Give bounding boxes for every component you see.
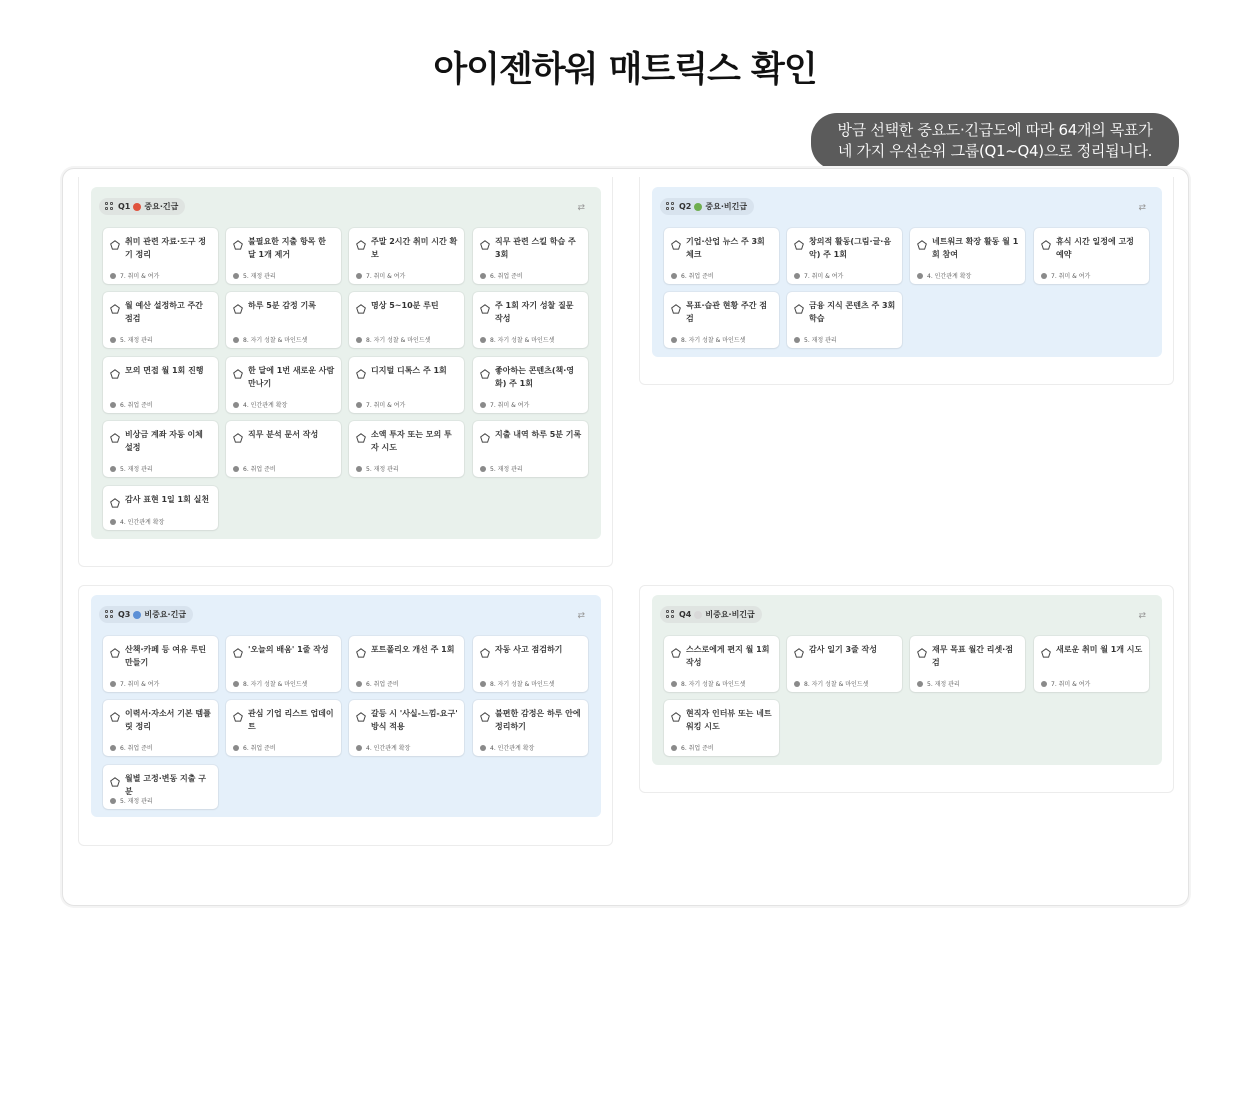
goal-category-label: 5. 재정 관리 [366, 466, 399, 473]
quadrant-id: Q1 [118, 202, 131, 211]
goal-category [110, 400, 153, 409]
goal-title: 취미 관련 자료·도구 정기 정리 [125, 237, 206, 259]
goal-card[interactable] [664, 228, 779, 284]
goal-title: 감사 일기 3줄 작성 [809, 645, 878, 654]
goal-category [356, 271, 405, 280]
goal-title: 월별 고정·변동 지출 구분 [125, 774, 206, 796]
goal-title: 하루 5분 감정 기록 [248, 301, 317, 310]
goal-card[interactable] [349, 636, 464, 692]
goal-category [233, 271, 276, 280]
dot-icon [356, 466, 362, 472]
dot-icon [671, 273, 677, 279]
goal-card[interactable] [226, 636, 341, 692]
quadrant-header [99, 606, 193, 623]
dot-icon [671, 681, 677, 687]
goal-card[interactable] [349, 357, 464, 413]
dot-icon [110, 337, 116, 343]
goal-card[interactable] [103, 357, 218, 413]
goal-category-label: 7. 취미 & 여가 [120, 681, 160, 688]
dot-icon [356, 402, 362, 408]
goal-title: 불필요한 지출 항목 한 달 1개 제거 [248, 237, 326, 259]
tooltip-line-2: 네 가지 우선순위 그룹(Q1~Q4)으로 정리됩니다. [837, 142, 1153, 160]
goal-title: 직무 분석 문서 작성 [248, 430, 319, 439]
dot-icon [671, 745, 677, 751]
pentagon-icon [110, 643, 120, 653]
goal-card[interactable] [473, 421, 588, 477]
goal-title: 주말 2시간 취미 시간 확보 [371, 237, 458, 259]
goal-card[interactable] [787, 636, 902, 692]
pentagon-icon [356, 364, 366, 374]
goal-category-label: 6. 취업 준비 [681, 745, 714, 752]
pentagon-icon [110, 235, 120, 245]
goal-category [233, 679, 307, 688]
goal-card[interactable] [103, 292, 218, 348]
goal-card[interactable] [103, 765, 218, 809]
goal-title: 감사 표현 1일 1회 실천 [125, 495, 210, 504]
dot-icon [671, 337, 677, 343]
goal-title: 이력서·자소서 기본 템플릿 정리 [125, 709, 211, 731]
quadrant-id: Q2 [679, 202, 692, 211]
goal-card[interactable] [103, 228, 218, 284]
goal-card[interactable] [910, 636, 1025, 692]
pentagon-icon [110, 772, 120, 782]
dot-icon [794, 273, 800, 279]
quadrant-q3-panel [91, 595, 601, 817]
pentagon-icon [1041, 643, 1051, 653]
pentagon-icon [671, 299, 681, 309]
goal-category [917, 271, 971, 280]
goal-category-label: 6. 취업 준비 [243, 466, 276, 473]
quadrant-tag[interactable] [660, 198, 754, 215]
dot-icon [356, 745, 362, 751]
pentagon-icon [671, 707, 681, 717]
goal-title: 스스로에게 편지 월 1회 작성 [686, 645, 770, 667]
goal-category [110, 743, 153, 752]
onboarding-tooltip [811, 113, 1179, 170]
goal-title: 재무 목표 월간 리셋·점검 [932, 645, 1013, 667]
goal-card[interactable] [226, 421, 341, 477]
pentagon-icon [233, 707, 243, 717]
goal-category-label: 6. 취업 준비 [243, 745, 276, 752]
goal-title: 휴식 시간 일정에 고정 예약 [1056, 237, 1134, 259]
pentagon-icon [233, 364, 243, 374]
goal-category [1041, 271, 1090, 280]
goal-card[interactable] [226, 292, 341, 348]
goal-category [233, 335, 307, 344]
dot-icon [233, 681, 239, 687]
goal-category-label: 8. 자기 성찰 & 마인드셋 [243, 681, 308, 688]
goal-category-label: 7. 취미 & 여가 [1051, 273, 1091, 280]
pentagon-icon [917, 235, 927, 245]
goal-category-label: 7. 취미 & 여가 [804, 273, 844, 280]
goal-category [356, 464, 399, 473]
quadrant-tag[interactable] [660, 606, 762, 623]
goal-category-label: 7. 취미 & 여가 [366, 402, 406, 409]
goal-category [356, 679, 399, 688]
dot-icon [480, 337, 486, 343]
pentagon-icon [110, 364, 120, 374]
pentagon-icon [233, 235, 243, 245]
goal-category [356, 400, 405, 409]
goal-card[interactable] [473, 357, 588, 413]
goal-category-label: 7. 취미 & 여가 [366, 273, 406, 280]
goal-category [110, 796, 153, 805]
goal-category-label: 6. 취업 준비 [681, 273, 714, 280]
goal-card[interactable] [226, 228, 341, 284]
dot-icon [480, 402, 486, 408]
quadrant-tag[interactable] [99, 198, 185, 215]
goal-card[interactable] [787, 292, 902, 348]
quadrant-label: 비중요·긴급 [144, 610, 187, 619]
goal-category [671, 335, 745, 344]
goal-card[interactable] [473, 636, 588, 692]
goal-title: 한 달에 1번 새로운 사람 만나기 [248, 366, 335, 388]
goal-category-label: 7. 취미 & 여가 [1051, 681, 1091, 688]
goal-card[interactable] [473, 292, 588, 348]
pentagon-icon [233, 299, 243, 309]
goal-category-label: 4. 인간관계 확장 [490, 745, 535, 752]
goal-category-label: 5. 재정 관리 [927, 681, 960, 688]
pentagon-icon [110, 428, 120, 438]
goal-category-label: 5. 재정 관리 [804, 337, 837, 344]
pentagon-icon [1041, 235, 1051, 245]
dot-icon [110, 466, 116, 472]
goal-card[interactable] [787, 228, 902, 284]
dot-icon [110, 681, 116, 687]
grid-icon [666, 202, 675, 211]
goal-title: '오늘의 배움' 1줄 작성 [248, 645, 329, 654]
pentagon-icon [356, 428, 366, 438]
goal-category-label: 5. 재정 관리 [120, 337, 153, 344]
goal-title: 갈등 시 '사실-느낌-요구' 방식 적용 [371, 709, 458, 731]
quadrant-emoji-icon [133, 611, 141, 619]
dot-icon [1041, 273, 1047, 279]
goal-category [794, 679, 868, 688]
goal-category [917, 679, 960, 688]
goal-title: 주 1회 자기 성찰 질문 작성 [495, 301, 574, 323]
quadrant-header [660, 198, 754, 215]
quadrant-label: 중요·비긴급 [705, 202, 748, 211]
sliders-icon[interactable]: ⇄ [577, 203, 585, 213]
goal-category [110, 517, 164, 526]
goal-category-label: 5. 재정 관리 [490, 466, 523, 473]
dot-icon [110, 273, 116, 279]
goal-card[interactable] [473, 228, 588, 284]
goal-title: 자동 사고 점검하기 [495, 645, 563, 654]
goal-category [110, 335, 153, 344]
goal-card[interactable] [1034, 228, 1149, 284]
quadrant-q1-panel [91, 187, 601, 539]
goal-category [671, 743, 714, 752]
goal-category-label: 5. 재정 관리 [243, 273, 276, 280]
dot-icon [233, 466, 239, 472]
goal-title: 금융 지식 콘텐츠 주 3회 학습 [809, 301, 896, 323]
goal-category-label: 5. 재정 관리 [120, 466, 153, 473]
goal-category [671, 679, 745, 688]
dot-icon [110, 519, 116, 525]
goal-category-label: 4. 인간관계 확장 [366, 745, 411, 752]
goal-category [480, 400, 529, 409]
goal-card[interactable] [349, 421, 464, 477]
pentagon-icon [356, 235, 366, 245]
goal-category [480, 335, 554, 344]
goal-card[interactable] [349, 228, 464, 284]
goal-title: 산책·카페 등 여유 루틴 만들기 [125, 645, 206, 667]
dot-icon [917, 273, 923, 279]
dot-icon [480, 681, 486, 687]
goal-category [794, 335, 837, 344]
goal-category [356, 335, 430, 344]
goal-card[interactable] [103, 421, 218, 477]
goal-category [233, 400, 287, 409]
goal-category-label: 7. 취미 & 여가 [490, 402, 530, 409]
dot-icon [110, 798, 116, 804]
goal-category-label: 6. 취업 준비 [120, 402, 153, 409]
goal-category [233, 464, 276, 473]
goal-category [671, 271, 714, 280]
goal-category-label: 4. 인간관계 확장 [927, 273, 972, 280]
goal-category-label: 4. 인간관계 확장 [243, 402, 288, 409]
dot-icon [480, 745, 486, 751]
goal-card[interactable] [1034, 636, 1149, 692]
goal-card[interactable] [226, 700, 341, 756]
goal-category [356, 743, 410, 752]
dot-icon [233, 337, 239, 343]
pentagon-icon [110, 493, 120, 503]
goal-category-label: 8. 자기 성찰 & 마인드셋 [366, 337, 431, 344]
pentagon-icon [794, 643, 804, 653]
pentagon-icon [233, 428, 243, 438]
pentagon-icon [480, 364, 490, 374]
goal-category [480, 464, 523, 473]
pentagon-icon [671, 643, 681, 653]
goal-title: 관심 기업 리스트 업데이트 [248, 709, 334, 731]
goal-category [480, 743, 534, 752]
dot-icon [917, 681, 923, 687]
goal-card[interactable] [103, 636, 218, 692]
tooltip-line-1: 방금 선택한 중요도·긴급도에 따라 64개의 목표가 [837, 121, 1153, 139]
goal-category [110, 679, 159, 688]
goal-category [110, 464, 153, 473]
goal-card[interactable] [103, 486, 218, 530]
quadrant-label: 비중요·비긴급 [705, 610, 755, 619]
goal-title: 목표·습관 현황 주간 점검 [686, 301, 767, 323]
dot-icon [233, 745, 239, 751]
goal-category-label: 8. 자기 성찰 & 마인드셋 [243, 337, 308, 344]
goal-title: 명상 5~10분 루틴 [371, 301, 439, 310]
dot-icon [480, 466, 486, 472]
goal-card[interactable] [664, 292, 779, 348]
pentagon-icon [794, 299, 804, 309]
sliders-icon[interactable]: ⇄ [1138, 611, 1146, 621]
goal-title: 비상금 계좌 자동 이체 설정 [125, 430, 203, 452]
grid-icon [105, 610, 114, 619]
grid-icon [666, 610, 675, 619]
pentagon-icon [917, 643, 927, 653]
dot-icon [480, 273, 486, 279]
goal-category [110, 271, 159, 280]
goal-title: 지출 내역 하루 5분 기록 [495, 430, 582, 439]
goal-category [480, 271, 523, 280]
dot-icon [794, 681, 800, 687]
pentagon-icon [356, 643, 366, 653]
goal-category [1041, 679, 1090, 688]
goal-category [794, 271, 843, 280]
goal-title: 모의 면접 월 1회 진행 [125, 366, 204, 375]
dot-icon [110, 745, 116, 751]
goal-card[interactable] [349, 700, 464, 756]
dot-icon [233, 273, 239, 279]
goal-title: 직무 관련 스킬 학습 주 3회 [495, 237, 576, 259]
grid-icon [105, 202, 114, 211]
quadrant-header [660, 606, 762, 623]
goal-title: 기업·산업 뉴스 주 3회 체크 [686, 237, 765, 259]
goal-card[interactable] [349, 292, 464, 348]
dot-icon [1041, 681, 1047, 687]
goal-title: 불편한 감정은 하루 안에 정리하기 [495, 709, 581, 731]
goal-card[interactable] [664, 636, 779, 692]
pentagon-icon [794, 235, 804, 245]
goal-category-label: 5. 재정 관리 [120, 798, 153, 805]
pentagon-icon [480, 235, 490, 245]
goal-category-label: 8. 자기 성찰 & 마인드셋 [681, 681, 746, 688]
pentagon-icon [671, 235, 681, 245]
dot-icon [110, 402, 116, 408]
goal-category-label: 7. 취미 & 여가 [120, 273, 160, 280]
pentagon-icon [110, 299, 120, 309]
sliders-icon[interactable]: ⇄ [1138, 203, 1146, 213]
pentagon-icon [480, 643, 490, 653]
dot-icon [356, 681, 362, 687]
goal-card[interactable] [473, 700, 588, 756]
goal-title: 새로운 취미 월 1개 시도 [1056, 645, 1143, 654]
goal-category-label: 6. 취업 준비 [120, 745, 153, 752]
goal-category-label: 8. 자기 성찰 & 마인드셋 [490, 681, 555, 688]
pentagon-icon [110, 707, 120, 717]
goal-title: 현직자 인터뷰 또는 네트워킹 시도 [686, 709, 772, 731]
dot-icon [356, 273, 362, 279]
pentagon-icon [480, 707, 490, 717]
page-title: 아이젠하워 매트릭스 확인 [433, 50, 817, 90]
dot-icon [794, 337, 800, 343]
quadrant-tag[interactable] [99, 606, 193, 623]
quadrant-header [99, 198, 185, 215]
quadrant-q2-panel [652, 187, 1162, 357]
quadrant-emoji-icon [694, 203, 702, 211]
goal-title: 디지털 디톡스 주 1회 [371, 366, 447, 375]
pentagon-icon [356, 299, 366, 309]
goal-title: 창의적 활동(그림·글·음악) 주 1회 [809, 237, 892, 259]
pentagon-icon [480, 299, 490, 309]
dot-icon [356, 337, 362, 343]
pentagon-icon [233, 643, 243, 653]
goal-title: 네트워크 확장 활동 월 1회 참여 [932, 237, 1019, 259]
quadrant-emoji-icon [694, 611, 702, 619]
goal-title: 좋아하는 콘텐츠(책·영화) 주 1회 [495, 366, 575, 388]
goal-category [233, 743, 276, 752]
pentagon-icon [480, 428, 490, 438]
goal-title: 월 예산 설정하고 주간 점검 [125, 301, 203, 323]
goal-category-label: 6. 취업 준비 [366, 681, 399, 688]
pentagon-icon [356, 707, 366, 717]
goal-category [480, 679, 554, 688]
goal-category-label: 8. 자기 성찰 & 마인드셋 [490, 337, 555, 344]
quadrant-label: 중요·긴급 [144, 202, 179, 211]
goal-title: 포트폴리오 개선 주 1회 [371, 645, 455, 654]
goal-category-label: 6. 취업 준비 [490, 273, 523, 280]
goal-category-label: 8. 자기 성찰 & 마인드셋 [681, 337, 746, 344]
quadrant-q4-panel [652, 595, 1162, 765]
quadrant-id: Q4 [679, 610, 692, 619]
goal-title: 소액 투자 또는 모의 투자 시도 [371, 430, 452, 452]
goal-card[interactable] [103, 700, 218, 756]
quadrant-emoji-icon [133, 203, 141, 211]
sliders-icon[interactable]: ⇄ [577, 611, 585, 621]
goal-category-label: 8. 자기 성찰 & 마인드셋 [804, 681, 869, 688]
goal-card[interactable] [664, 700, 779, 756]
goal-card[interactable] [910, 228, 1025, 284]
quadrant-id: Q3 [118, 610, 131, 619]
goal-category-label: 4. 인간관계 확장 [120, 519, 165, 526]
dot-icon [233, 402, 239, 408]
goal-card[interactable] [226, 357, 341, 413]
